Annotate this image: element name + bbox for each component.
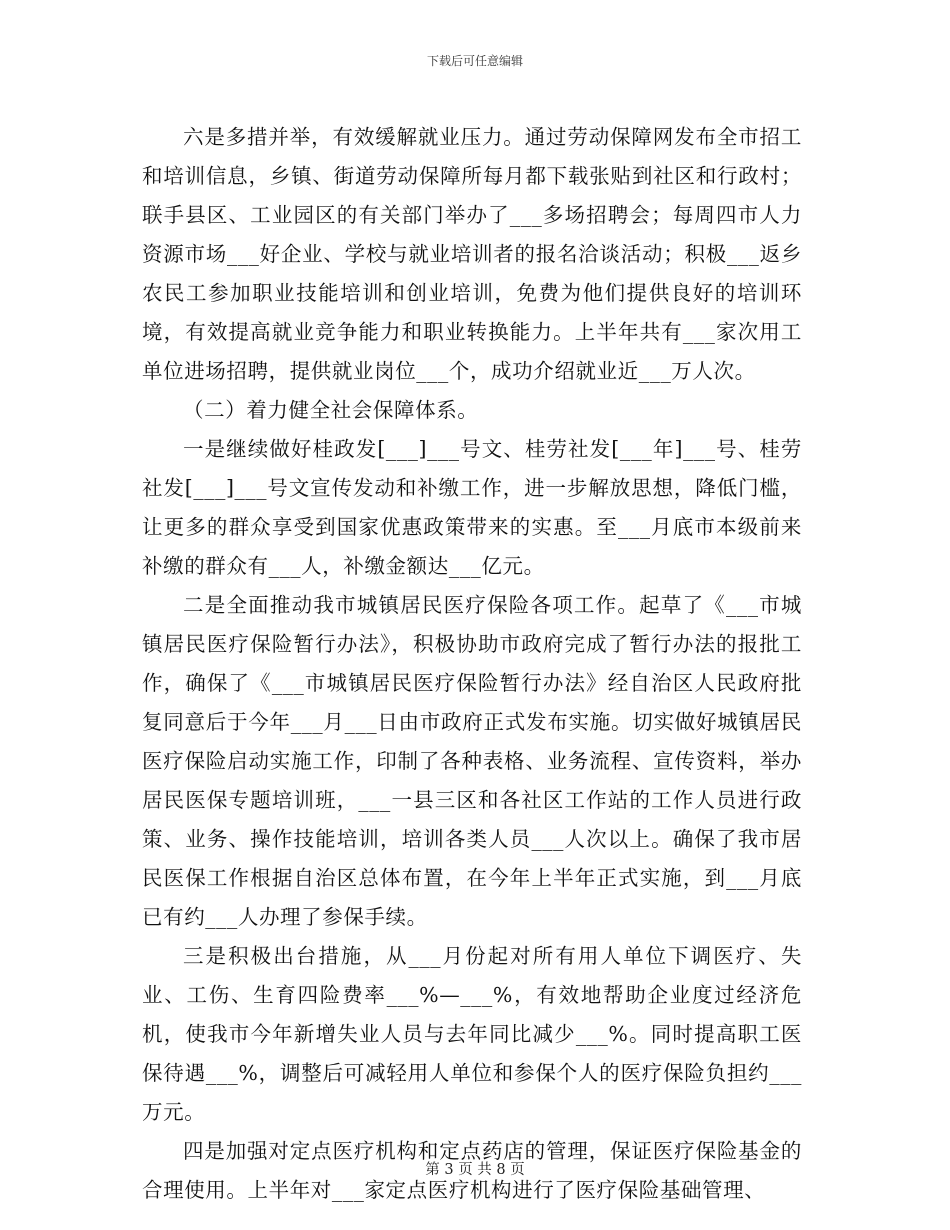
paragraph-designated-institutions: 四是加强对定点医疗机构和定点药店的管理，保证医疗保险基金的合理使用。上半年对___家定点医疗机构进行了医疗保险基础管理、 <box>142 1139 802 1202</box>
paragraph-employment: 六是多措并举，有效缓解就业压力。通过劳动保障网发布全市招工和培训信息，乡镇、街道劳动保障所每月都下载张贴到社区和行政村；联手县区、工业园区的有关部门举办了___多场招聘会；每周四市人力资源市场___好企业、学校与就业培训者的报名洽谈活动；积极___返乡农民工参加职业技能培训和创业培训，免费为他们提供良好的培训环境，有效提高就业竞争能力和职业转换能力。上半年共有___家次用工单位进场招聘，提供就业岗位___个，成功介绍就业近___万人次。 <box>142 125 802 383</box>
paragraph-resident-medical-insurance: 二是全面推动我市城镇居民医疗保险各项工作。起草了《___市城镇居民医疗保险暂行办法》，积极协助市政府完成了暂行办法的报批工作，确保了《___市城镇居民医疗保险暂行办法》经自治区人民政府批复同意后于今年___月___日由市政府正式发布实施。切实做好城镇居民医疗保险启动实施工作，印制了各种表格、业务流程、宣传资料，举办居民医保专题培训班，___一县三区和各社区工作站的工作人员进行政策、业务、操作技能培训，培训各类人员___人次以上。确保了我市居民医保工作根据自治区总体布置，在今年上半年正式实施，到___月底已有约___人办理了参保手续。 <box>142 593 802 929</box>
paragraph-rate-reduction: 三是积极出台措施，从___月份起对所有用人单位下调医疗、失业、工伤、生育四险费率___%—___%，有效地帮助企业度过经济危机，使我市今年新增失业人员与去年同比减少___%。同时提高职工医保待遇___%，调整后可减轻用人单位和参保个人的医疗保险负担约___万元。 <box>142 944 802 1124</box>
page-header: 下载后可任意编辑 <box>426 54 523 68</box>
page-number-footer: 第 3 页 共 8 页 <box>425 1162 525 1178</box>
section-heading-social-security: （二）着力健全社会保障体系。 <box>183 398 479 422</box>
document-body <box>142 118 802 1210</box>
paragraph-contribution-catchup: 一是继续做好桂政发[___]___号文、桂劳社发[___年]___号、桂劳社发[___]___号文宣传发动和补缴工作，进一步解放思想，降低门槛，让更多的群众享受到国家优惠政策带来的实惠。至___月底市本级前来补缴的群众有___人，补缴金额达___亿元。 <box>142 437 802 578</box>
